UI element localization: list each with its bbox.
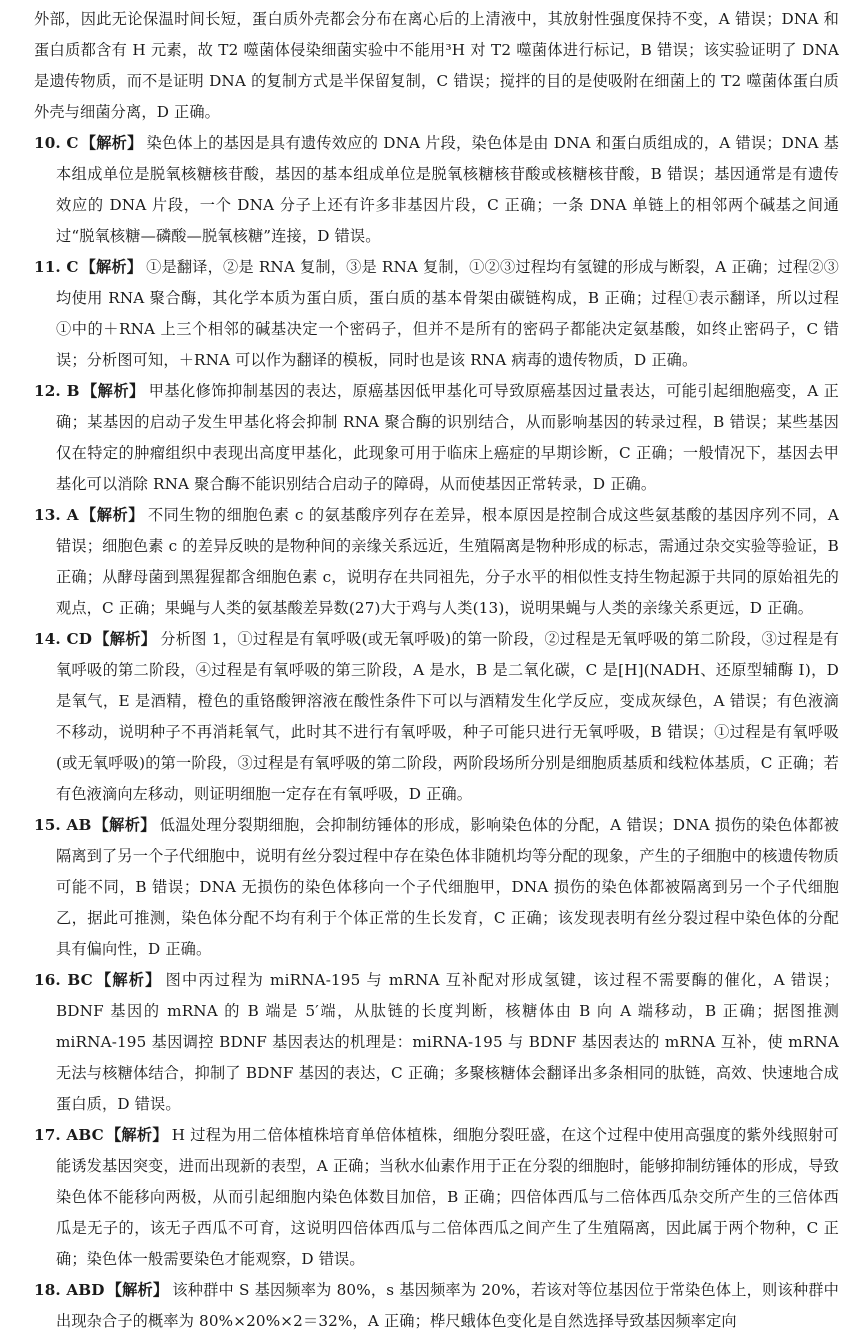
item-number: 13. A: [34, 506, 79, 524]
item-text: 不同生物的细胞色素 c 的氨基酸序列存在差异，根本原因是控制合成这些氨基酸的基因序列不同，A 错误；细胞色素 c 的差异反映的是物种间的亲缘关系远近，生殖隔离是物种形成的标志，需通过杂交实验等验证，B 正确；从酵母菌到黑猩猩都含细胞色素 c，说明存在共同祖先，分子水平的相似性支持生物起源于共同的原始祖先的观点，C 正确；果蝇与人类的氨基酸差异数(27)大于鸡与人类(13)，说明果蝇与人类的亲缘关系更远，D 正确。: [56, 506, 840, 617]
item-text: 图中丙过程为 miRNA-195 与 mRNA 互补配对形成氢键，该过程不需要酶的催化，A 错误；BDNF 基因的 mRNA 的 B 端是 5′端，从肽链的长度判断，核糖体由 B 向 A 端移动，B 正确；据图推测 miRNA-195 基因调控 BDNF 基因表达的机理是：miRNA-195 与 BDNF 基因表达的 mRNA 互补，使 mRNA 无法与核糖体结合，抑制了 BDNF 基因的表达，C 正确；多聚核糖体会翻译出多条相同的肽链，高效、快速地合成蛋白质，D 错误。: [56, 971, 839, 1113]
item-text: 该种群中 S 基因频率为 80%，s 基因频率为 20%，若该对等位基因位于常染色体上，则该种群中出现杂合子的概率为 80%×20%×2＝32%，A 正确；桦尺蛾体色变化是自然选择导致基因频率定向: [56, 1281, 839, 1330]
item-number: 17. ABC: [34, 1126, 104, 1144]
answer-item-16: [34, 965, 839, 1120]
analysis-tag: 【解析】: [93, 816, 156, 834]
item-number: 11. C: [34, 258, 79, 276]
analysis-tag: 【解析】: [81, 382, 145, 400]
analysis-tag: 【解析】: [106, 1281, 169, 1299]
answer-item-13: [34, 500, 839, 624]
item-text: ①是翻译，②是 RNA 复制，③是 RNA 复制，①②③过程均有氢键的形成与断裂，A 正确；过程②③均使用 RNA 聚合酶，其化学本质为蛋白质，蛋白质的基本骨架由碳链构成，B 正确；过程①表示翻译，所以过程①中的＋RNA 上三个相邻的碱基决定一个密码子，但并不是所有的密码子都能决定氨基酸，如终止密码子，C 错误；分析图可知，＋RNA 可以作为翻译的模板，同时也是该 RNA 病毒的遗传物质，D 正确。: [56, 258, 839, 369]
analysis-tag: 【解析】: [94, 971, 162, 989]
analysis-tag: 【解析】: [80, 134, 143, 152]
answer-item-10: [34, 128, 839, 252]
paragraph-continuation: [34, 4, 839, 128]
item-number: 14. CD: [34, 630, 93, 648]
answer-item-15: [34, 810, 839, 965]
analysis-tag: 【解析】: [94, 630, 157, 648]
analysis-tag: 【解析】: [105, 1126, 168, 1144]
item-number: 10. C: [34, 134, 79, 152]
answer-item-18: [34, 1275, 839, 1337]
paragraph-text: 外部，因此无论保温时间长短，蛋白质外壳都会分布在离心后的上清液中，其放射性强度保持不变，A 错误；DNA 和蛋白质都含有 H 元素，故 T2 噬菌体侵染细菌实验中不能用³H 对 T2 噬菌体进行标记，B 错误；该实验证明了 DNA 是遗传物质，而不是证明 DNA 的复制方式是半保留复制，C 错误；搅拌的目的是使吸附在细菌上的 T2 噬菌体蛋白质外壳与细菌分离，D 正确。: [34, 10, 839, 121]
analysis-tag: 【解析】: [80, 506, 144, 524]
item-text: 甲基化修饰抑制基因的表达，原癌基因低甲基化可导致原癌基因过量表达，可能引起细胞癌变，A 正确；某基因的启动子发生甲基化将会抑制 RNA 聚合酶的识别结合，从而影响基因的转录过程，B 错误；某些基因仅在特定的肿瘤组织中表现出高度甲基化，此现象可用于临床上癌症的早期诊断，C 正确；一般情况下，基因去甲基化可以消除 RNA 聚合酶不能识别结合启动子的障碍，从而使基因正常转录，D 正确。: [56, 382, 839, 493]
item-text: 低温处理分裂期细胞，会抑制纺锤体的形成，影响染色体的分配，A 错误；DNA 损伤的染色体都被隔离到了另一个子代细胞中，说明有丝分裂过程中存在染色体非随机均等分配的现象，产生的子细胞中的核遗传物质可能不同，B 错误；DNA 无损伤的染色体移向一个子代细胞甲，DNA 损伤的染色体都被隔离到另一个子代细胞乙，据此可推测，染色体分配不均有利于个体正常的生长发育，C 正确；该发现表明有丝分裂过程中染色体的分配具有偏向性，D 正确。: [56, 816, 839, 958]
answer-item-14: [34, 624, 839, 810]
answer-item-17: [34, 1120, 839, 1275]
item-text: 染色体上的基因是具有遗传效应的 DNA 片段，染色体是由 DNA 和蛋白质组成的，A 错误；DNA 基本组成单位是脱氧核糖核苷酸，基因的基本组成单位是脱氧核糖核苷酸或核糖核苷酸，B 错误；基因通常是有遗传效应的 DNA 片段，一个 DNA 分子上还有许多非基因片段，C 正确；一条 DNA 单链上的相邻两个碱基之间通过“脱氧核糖—磷酸—脱氧核糖”连接，D 错误。: [56, 134, 839, 245]
item-number: 12. B: [34, 382, 80, 400]
answer-item-12: [34, 376, 839, 500]
item-number: 15. AB: [34, 816, 92, 834]
item-text: 分析图 1，①过程是有氧呼吸(或无氧呼吸)的第一阶段，②过程是无氧呼吸的第二阶段，③过程是有氧呼吸的第二阶段，④过程是有氧呼吸的第三阶段，A 是水，B 是二氧化碳，C 是[H](NADH、还原型辅酶 Ⅰ)，D 是氧气，E 是酒精，橙色的重铬酸钾溶液在酸性条件下可以与酒精发生化学反应，变成灰绿色，A 错误；有色液滴不移动，说明种子不再消耗氧气，此时其不进行有氧呼吸，种子可能只进行无氧呼吸，B 错误；①过程是有氧呼吸(或无氧呼吸)的第一阶段，③过程是有氧呼吸的第二阶段，两阶段场所分别是细胞质基质和线粒体基质，C 正确；若有色液滴向左移动，则证明细胞一定存在有氧呼吸，D 正确。: [56, 630, 839, 803]
item-number: 16. BC: [34, 971, 93, 989]
item-number: 18. ABD: [34, 1281, 105, 1299]
item-text: H 过程为用二倍体植株培育单倍体植株，细胞分裂旺盛，在这个过程中使用高强度的紫外线照射可能诱发基因突变，进而出现新的表型，A 正确；当秋水仙素作用于正在分裂的细胞时，能够抑制纺锤体的形成，导致染色体不能移向两极，从而引起细胞内染色体数目加倍，B 正确；四倍体西瓜与二倍体西瓜杂交所产生的三倍体西瓜是无子的，该无子西瓜不可育，这说明四倍体西瓜与二倍体西瓜之间产生了生殖隔离，因此属于两个物种，C 正确；染色体一般需要染色才能观察，D 错误。: [56, 1126, 839, 1268]
analysis-tag: 【解析】: [80, 258, 143, 276]
answer-item-11: [34, 252, 839, 376]
